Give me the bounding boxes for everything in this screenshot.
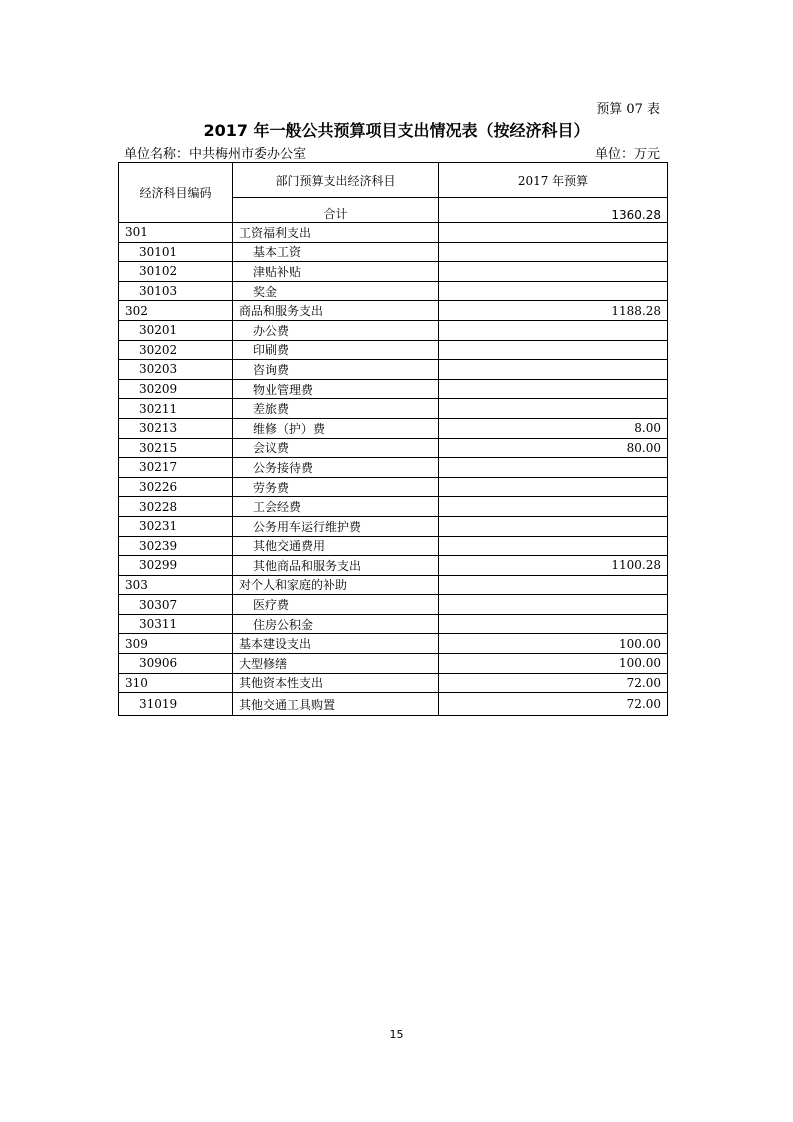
row-code: 30201 xyxy=(119,320,233,340)
table-row xyxy=(119,575,668,595)
row-value xyxy=(439,360,668,380)
table-row xyxy=(119,458,668,478)
row-code: 30226 xyxy=(119,477,233,497)
table-body xyxy=(119,223,668,716)
row-name: 对个人和家庭的补助 xyxy=(233,575,439,595)
row-code: 303 xyxy=(119,575,233,595)
row-name: 住房公积金 xyxy=(233,614,439,634)
row-code: 30228 xyxy=(119,497,233,517)
form-number: 预算 07 表 xyxy=(596,102,660,117)
row-value xyxy=(439,497,668,517)
row-name: 工资福利支出 xyxy=(233,223,439,243)
table-row xyxy=(119,301,668,321)
row-code: 30906 xyxy=(119,654,233,674)
row-value xyxy=(439,340,668,360)
table-row xyxy=(119,262,668,282)
row-name: 维修（护）费 xyxy=(233,418,439,438)
table-row xyxy=(119,242,668,262)
table-row xyxy=(119,536,668,556)
table-row xyxy=(119,320,668,340)
currency-unit: 单位：万元 xyxy=(594,147,660,162)
row-value xyxy=(439,399,668,419)
row-name: 物业管理费 xyxy=(233,379,439,399)
budget-table xyxy=(118,162,668,716)
page-title: 2017 年一般公共预算项目支出情况表（按经济科目） xyxy=(203,121,590,140)
row-name: 印刷费 xyxy=(233,340,439,360)
row-value xyxy=(439,281,668,301)
row-name: 咨询费 xyxy=(233,360,439,380)
row-value: 1188.28 xyxy=(439,301,668,321)
row-value xyxy=(439,614,668,634)
row-name: 公务接待费 xyxy=(233,458,439,478)
row-value: 72.00 xyxy=(439,693,668,716)
total-label: 合计 xyxy=(233,198,439,223)
unit-name: 单位名称：中共梅州市委办公室 xyxy=(124,147,307,162)
row-code: 30209 xyxy=(119,379,233,399)
row-name: 津贴补贴 xyxy=(233,262,439,282)
row-code: 310 xyxy=(119,673,233,693)
table-row xyxy=(119,614,668,634)
table-row xyxy=(119,497,668,517)
row-value xyxy=(439,458,668,478)
row-name: 其他商品和服务支出 xyxy=(233,556,439,576)
row-value: 1100.28 xyxy=(439,556,668,576)
row-name: 工会经费 xyxy=(233,497,439,517)
row-code: 30213 xyxy=(119,418,233,438)
row-code: 30215 xyxy=(119,438,233,458)
table-row xyxy=(119,399,668,419)
row-value: 72.00 xyxy=(439,673,668,693)
table-row xyxy=(119,223,668,243)
row-name: 奖金 xyxy=(233,281,439,301)
row-value: 100.00 xyxy=(439,654,668,674)
header-name: 部门预算支出经济科目 xyxy=(233,163,439,198)
table-row xyxy=(119,418,668,438)
table-row xyxy=(119,340,668,360)
row-name: 商品和服务支出 xyxy=(233,301,439,321)
table-row xyxy=(119,516,668,536)
row-code: 30102 xyxy=(119,262,233,282)
row-value xyxy=(439,223,668,243)
row-value xyxy=(439,536,668,556)
page-number: 15 xyxy=(389,1028,404,1041)
table-row xyxy=(119,634,668,654)
table-row xyxy=(119,360,668,380)
row-name: 公务用车运行维护费 xyxy=(233,516,439,536)
table-row xyxy=(119,477,668,497)
row-code: 31019 xyxy=(119,693,233,716)
row-code: 30211 xyxy=(119,399,233,419)
row-code: 30217 xyxy=(119,458,233,478)
table-row xyxy=(119,693,668,716)
row-name: 医疗费 xyxy=(233,595,439,615)
row-name: 基本建设支出 xyxy=(233,634,439,654)
row-code: 30299 xyxy=(119,556,233,576)
row-value xyxy=(439,516,668,536)
row-value xyxy=(439,320,668,340)
header-code: 经济科目编码 xyxy=(119,163,233,223)
row-code: 30311 xyxy=(119,614,233,634)
row-name: 其他交通费用 xyxy=(233,536,439,556)
table-row xyxy=(119,595,668,615)
table-row xyxy=(119,438,668,458)
row-name: 劳务费 xyxy=(233,477,439,497)
row-value: 80.00 xyxy=(439,438,668,458)
row-value xyxy=(439,242,668,262)
table-header-row xyxy=(119,163,668,198)
row-code: 302 xyxy=(119,301,233,321)
row-code: 30307 xyxy=(119,595,233,615)
table-row xyxy=(119,654,668,674)
row-value xyxy=(439,477,668,497)
table-row xyxy=(119,556,668,576)
table-row xyxy=(119,379,668,399)
table-row xyxy=(119,673,668,693)
row-code: 30101 xyxy=(119,242,233,262)
row-name: 会议费 xyxy=(233,438,439,458)
row-name: 其他资本性支出 xyxy=(233,673,439,693)
row-value: 8.00 xyxy=(439,418,668,438)
row-code: 301 xyxy=(119,223,233,243)
row-code: 30203 xyxy=(119,360,233,380)
row-code: 30103 xyxy=(119,281,233,301)
row-code: 30239 xyxy=(119,536,233,556)
row-code: 30231 xyxy=(119,516,233,536)
row-value xyxy=(439,379,668,399)
row-name: 基本工资 xyxy=(233,242,439,262)
row-name: 办公费 xyxy=(233,320,439,340)
table-row xyxy=(119,281,668,301)
row-value xyxy=(439,575,668,595)
header-budget: 2017 年预算 xyxy=(439,163,668,198)
row-name: 大型修缮 xyxy=(233,654,439,674)
row-name: 其他交通工具购置 xyxy=(233,693,439,716)
total-value: 1360.28 xyxy=(439,198,668,223)
row-value xyxy=(439,262,668,282)
row-name: 差旅费 xyxy=(233,399,439,419)
row-value: 100.00 xyxy=(439,634,668,654)
row-code: 30202 xyxy=(119,340,233,360)
row-code: 309 xyxy=(119,634,233,654)
row-value xyxy=(439,595,668,615)
